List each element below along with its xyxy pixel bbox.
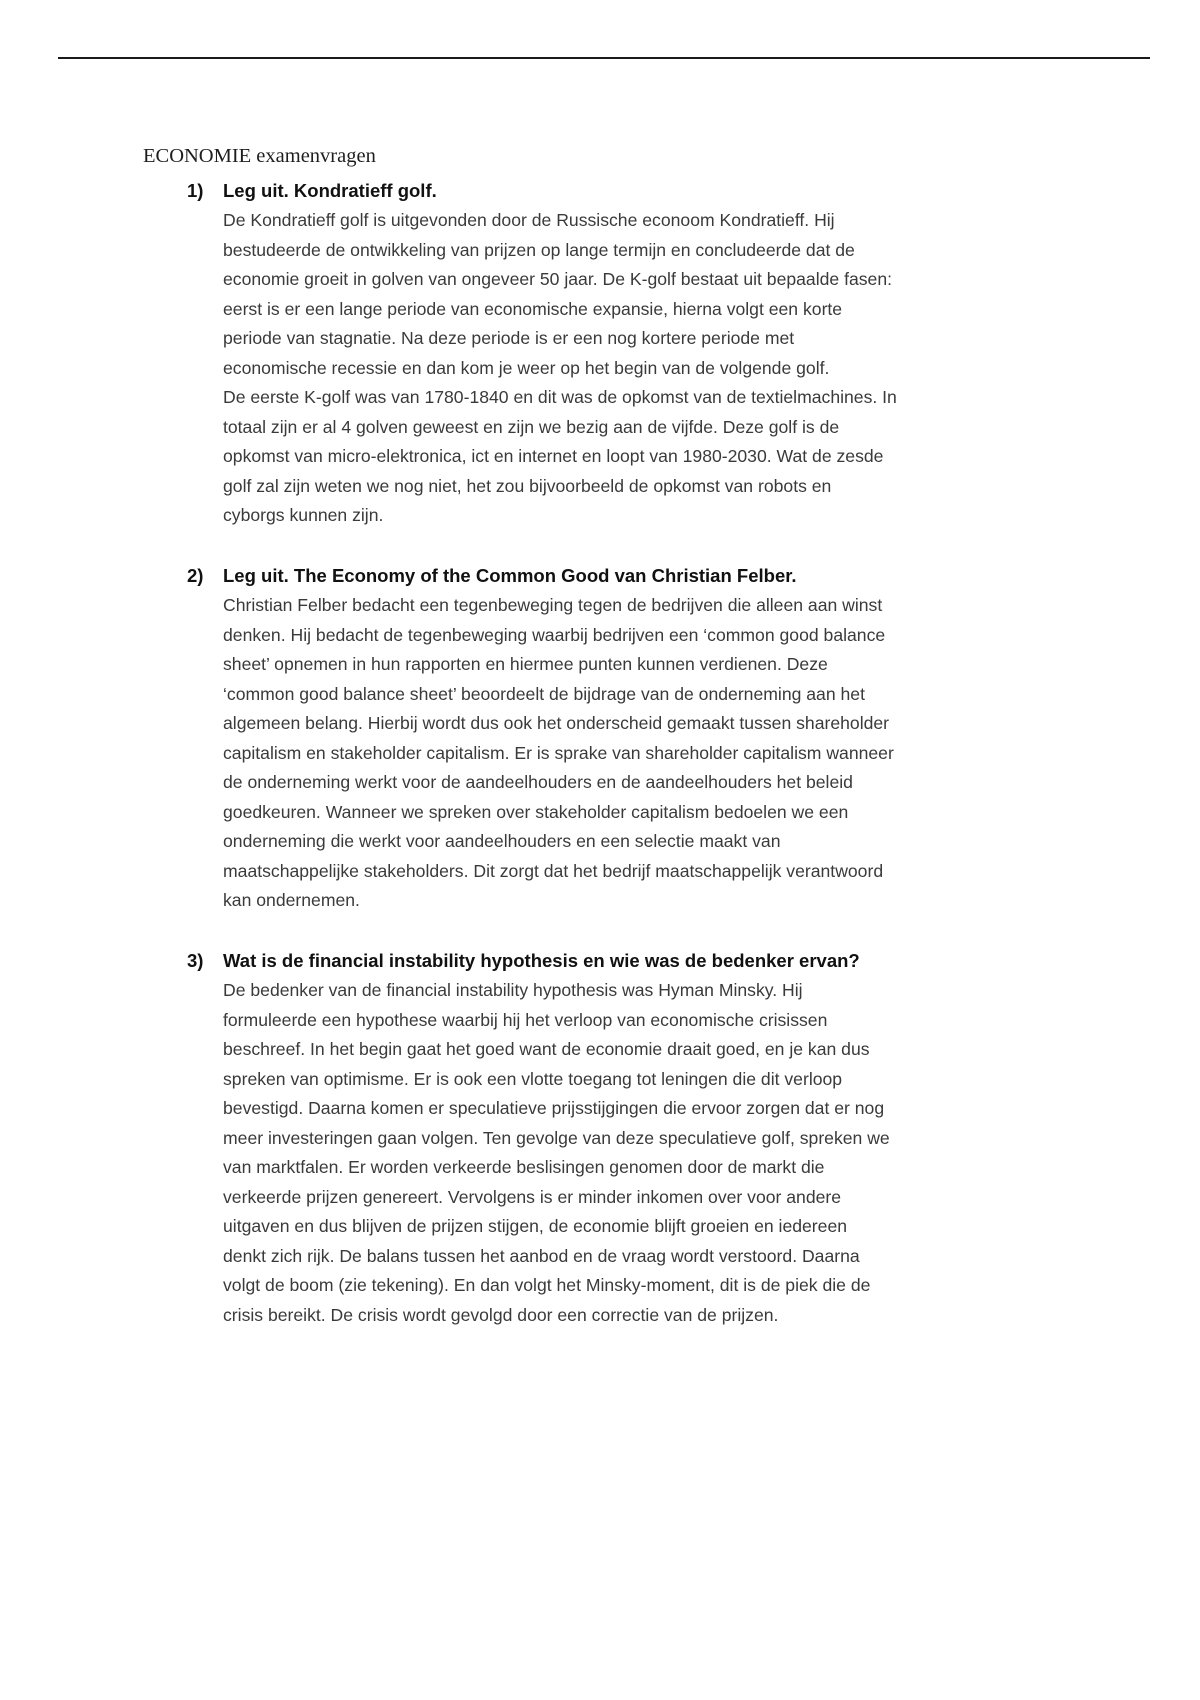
question-1-header (187, 176, 1187, 206)
answer-line: eerst is er een lange periode van economische expansie, hierna volgt een korte (223, 298, 843, 319)
answer-line: totaal zijn er al 4 golven geweest en zijn we bezig aan de vijfde. Deze golf is de (223, 416, 840, 437)
header-rule (58, 57, 1150, 59)
answer-line: verkeerde prijzen genereert. Vervolgens is er minder inkomen over voor andere (223, 1186, 842, 1207)
question-3-number: 3) (187, 950, 204, 971)
answer-line: cyborgs kunnen zijn. (223, 505, 384, 525)
answer-line: beschreef. In het begin gaat het goed want de economie draait goed, en je kan dus (223, 1039, 870, 1059)
question-2-answer (223, 591, 1187, 916)
answer-line: onderneming die werkt voor aandeelhouders en een selectie maakt van (223, 831, 781, 851)
question-2 (187, 561, 1187, 916)
answer-line: van marktfalen. Er worden verkeerde beslisingen genomen door de markt die (223, 1157, 825, 1177)
answer-line: meer investeringen gaan volgen. Ten gevolge van deze speculatieve golf, spreken we (223, 1127, 890, 1148)
answer-line: de onderneming werkt voor de aandeelhouders en de aandeelhouders het beleid (223, 772, 853, 792)
question-3-answer (223, 976, 1187, 1330)
answer-line: economie groeit in golven van ongeveer 50 jaar. De K-golf bestaat uit bepaalde fasen: (223, 269, 893, 289)
answer-line: algemeen belang. Hierbij wordt dus ook het onderscheid gemaakt tussen shareholder (223, 713, 890, 733)
answer-line: crisis bereikt. De crisis wordt gevolgd door een correctie van de prijzen. (223, 1304, 779, 1325)
question-2-number: 2) (187, 565, 204, 586)
answer-line: De Kondratieff golf is uitgevonden door de Russische econoom Kondratieff. Hij (223, 210, 835, 230)
answer-line: Christian Felber bedacht een tegenbeweging tegen de bedrijven die alleen aan winst (223, 595, 883, 615)
document-title: ECONOMIE examenvragen (143, 145, 376, 167)
answer-line: goedkeuren. Wanneer we spreken over stakeholder capitalism bedoelen we een (223, 801, 849, 822)
answer-line: bestudeerde de ontwikkeling van prijzen op lange termijn en concludeerde dat de (223, 239, 855, 260)
answer-line: volgt de boom (zie tekening). En dan volgt het Minsky-moment, dit is de piek die de (223, 1275, 871, 1295)
answer-line: golf zal zijn weten we nog niet, het zou bijvoorbeeld de opkomst van robots en (223, 475, 832, 496)
question-1 (187, 176, 1187, 531)
answer-line: sheet’ opnemen in hun rapporten en hiermee punten kunnen verdienen. Deze (223, 654, 828, 674)
answer-line: opkomst van micro-elektronica, ict en internet en loopt van 1980-2030. Wat de zesde (223, 446, 884, 466)
answer-line: capitalism en stakeholder capitalism. Er is sprake van shareholder capitalism wanneer (223, 742, 894, 763)
question-3-header (187, 946, 1187, 976)
answer-line: uitgaven en dus blijven de prijzen stijgen, de economie blijft groeien en iedereen (223, 1216, 848, 1236)
answer-line: kan ondernemen. (223, 890, 360, 910)
answer-line: De bedenker van de financial instability hypothesis was Hyman Minsky. Hij (223, 980, 803, 1000)
question-1-number: 1) (187, 180, 204, 201)
question-1-heading: Leg uit. Kondratieff golf. (223, 180, 437, 201)
question-1-answer (223, 206, 1187, 531)
answer-line: maatschappelijke stakeholders. Dit zorgt dat het bedrijf maatschappelijk verantwoord (223, 860, 884, 881)
question-3-heading: Wat is de financial instability hypothesis en wie was de bedenker ervan? (223, 950, 860, 971)
answer-line: bevestigd. Daarna komen er speculatieve prijsstijgingen die ervoor zorgen dat er nog (223, 1098, 885, 1118)
answer-line: formuleerde een hypothese waarbij hij het verloop van economische crisissen (223, 1009, 828, 1030)
answer-line: economische recessie en dan kom je weer op het begin van de volgende golf. (223, 357, 830, 378)
answer-line: denken. Hij bedacht de tegenbeweging waarbij bedrijven een ‘common good balance (223, 624, 886, 645)
question-3 (187, 946, 1187, 1330)
question-2-heading: Leg uit. The Economy of the Common Good van Christian Felber. (223, 565, 797, 586)
answer-line: denkt zich rijk. De balans tussen het aanbod en de vraag wordt verstoord. Daarna (223, 1245, 860, 1266)
question-2-header (187, 561, 1187, 591)
answer-line: ‘common good balance sheet’ beoordeelt de bijdrage van de onderneming aan het (223, 683, 865, 704)
answer-line: spreken van optimisme. Er is ook een vlotte toegang tot leningen die dit verloop (223, 1068, 843, 1089)
answer-line: De eerste K-golf was van 1780-1840 en dit was de opkomst van de textielmachines. In (223, 387, 897, 407)
answer-line: periode van stagnatie. Na deze periode is er een nog kortere periode met (223, 328, 795, 348)
